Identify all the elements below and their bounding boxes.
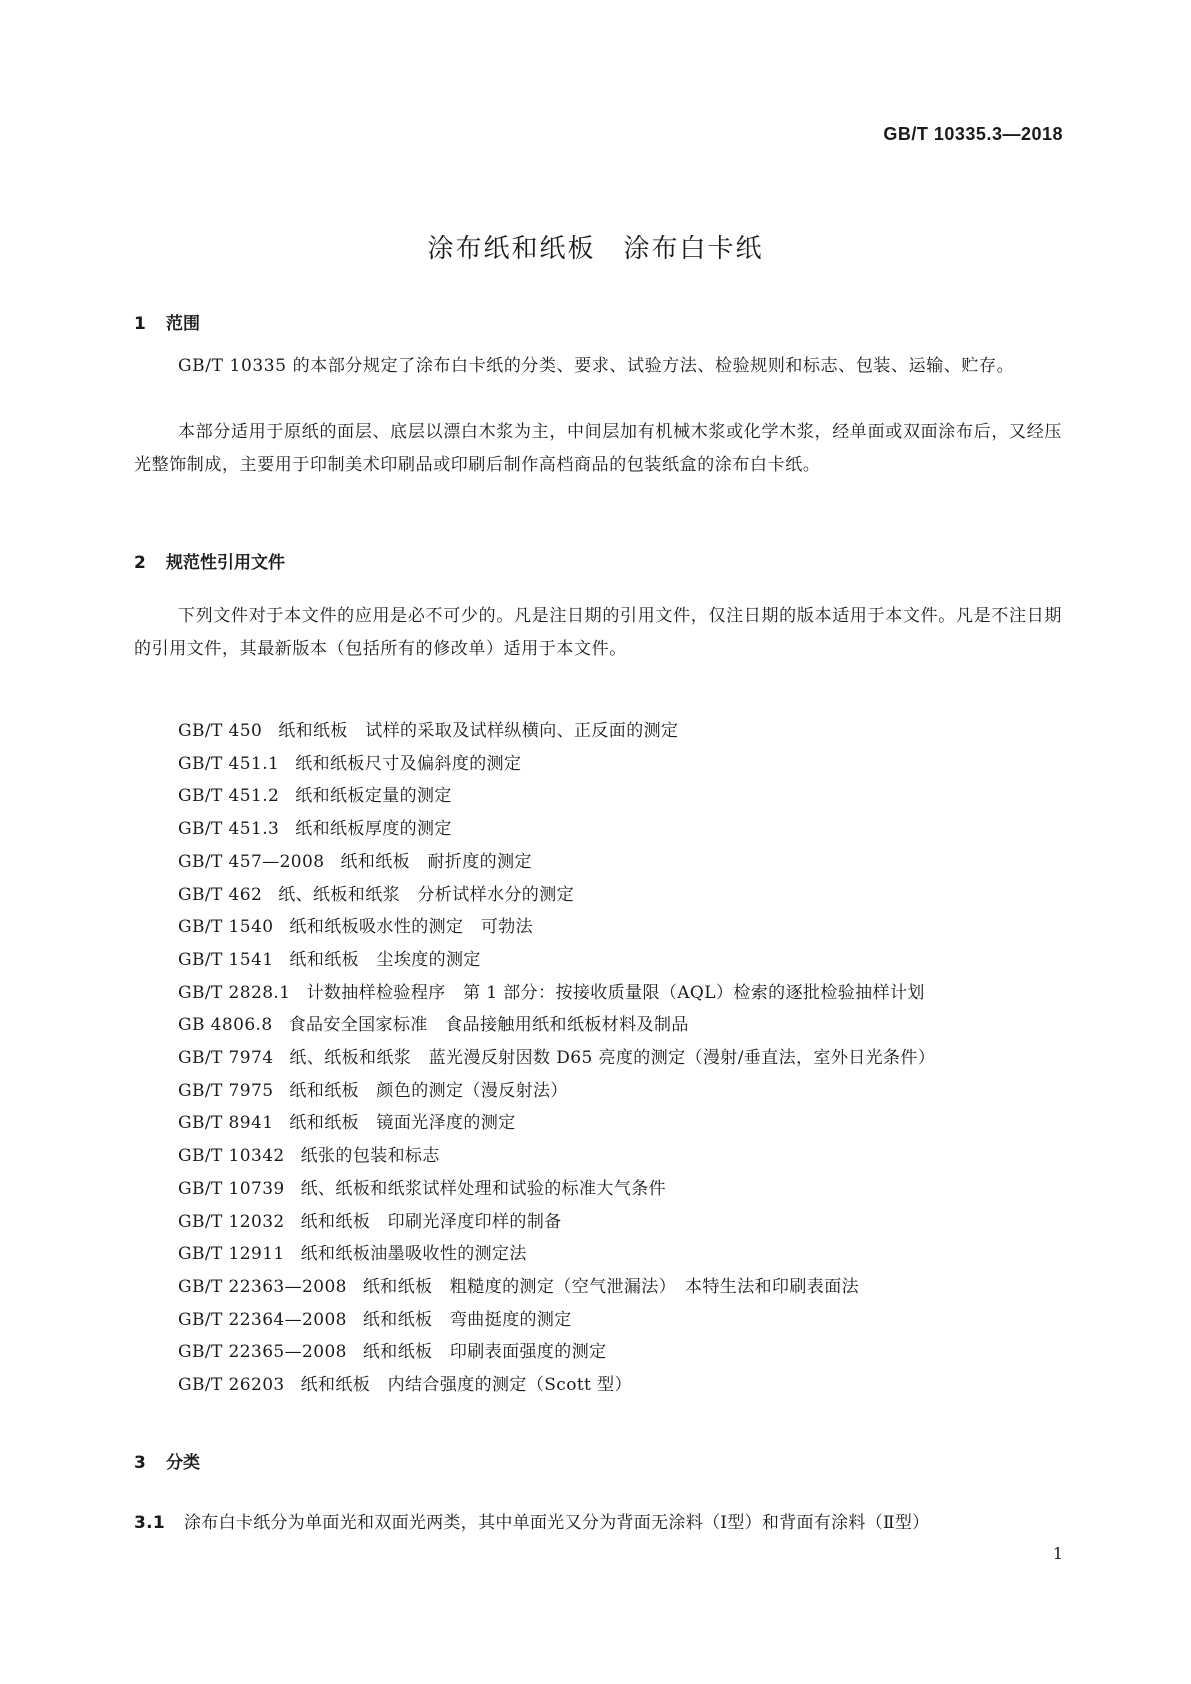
reference-item: [178, 748, 935, 781]
reference-code: GB/T 7974: [178, 1048, 274, 1069]
reference-title: 纸和纸板 弯曲挺度的测定: [362, 1309, 572, 1330]
reference-title: 纸和纸板 耐折度的测定: [340, 851, 532, 872]
reference-title: 纸和纸板尺寸及偏斜度的测定: [295, 753, 522, 774]
reference-code: GB/T 22364—2008: [178, 1309, 347, 1330]
reference-code: GB/T 26203: [178, 1375, 285, 1396]
section-2-number: 2: [134, 553, 146, 573]
reference-title: 纸和纸板油墨吸收性的测定法: [300, 1244, 527, 1265]
standard-code: GB/T 10335.3—2018: [883, 124, 1063, 144]
reference-title: 计数抽样检验程序 第 1 部分：按接收质量限（AQL）检索的逐批检验抽样计划: [306, 982, 925, 1003]
reference-code: GB/T 12032: [178, 1211, 285, 1232]
reference-item: [178, 977, 935, 1010]
document-title: [0, 228, 1191, 265]
reference-code: GB 4806.8: [178, 1015, 273, 1036]
reference-title: 纸和纸板 印刷表面强度的测定: [362, 1342, 607, 1363]
page-number: 1: [1052, 1544, 1063, 1563]
reference-item: [178, 879, 935, 912]
reference-code: GB/T 451.3: [178, 819, 280, 840]
section-2-heading: [134, 548, 285, 573]
reference-title: 纸和纸板定量的测定: [295, 786, 452, 807]
reference-code: GB/T 10342: [178, 1146, 285, 1167]
section-1-heading: [134, 309, 200, 334]
clause-3-1: [134, 1508, 1062, 1533]
reference-item: [178, 1140, 935, 1173]
reference-code: GB/T 450: [178, 721, 263, 741]
reference-item: [178, 1369, 935, 1402]
reference-title: 纸、纸板和纸浆 蓝光漫反射因数 D65 亮度的测定（漫射/垂直法，室外日光条件）: [289, 1048, 936, 1069]
reference-item: [178, 846, 935, 879]
reference-title: 纸、纸板和纸浆试样处理和试验的标准大气条件: [300, 1178, 667, 1199]
reference-item: [178, 1238, 935, 1271]
reference-code: GB/T 462: [178, 884, 263, 905]
reference-item: [178, 1304, 935, 1337]
reference-item: [178, 1173, 935, 1206]
reference-title: 纸张的包装和标志: [300, 1146, 440, 1167]
reference-code: GB/T 8941: [178, 1113, 274, 1134]
reference-title: 纸和纸板吸水性的测定 可勃法: [289, 917, 534, 938]
reference-code: GB/T 1541: [178, 949, 274, 970]
reference-title: 纸和纸板 颜色的测定（漫反射法）: [289, 1080, 568, 1101]
reference-code: GB/T 7975: [178, 1080, 274, 1101]
title-part-1: 涂布纸和纸板: [427, 234, 596, 264]
section-3-title: 分类: [166, 1453, 200, 1473]
reference-item: [178, 1271, 935, 1304]
reference-item: [178, 813, 935, 846]
reference-code: GB/T 1540: [178, 917, 274, 938]
reference-title: 食品安全国家标准 食品接触用纸和纸板材料及制品: [288, 1015, 689, 1036]
reference-item: [178, 1075, 935, 1108]
section-1-paragraph-2: 本部分适用于原纸的面层、底层以漂白木浆为主，中间层加有机械木浆或化学木浆，经单面或双面涂布后，又经压光整饰制成，主要用于印制美术印刷品或印刷后制作高档商品的包装纸盒的涂布白卡纸。: [134, 422, 1062, 475]
reference-code: GB/T 12911: [178, 1244, 285, 1265]
reference-item: [178, 1336, 935, 1369]
reference-code: GB/T 451.1: [178, 753, 280, 774]
reference-code: GB/T 22365—2008: [178, 1342, 347, 1363]
section-1-number: 1: [134, 314, 146, 334]
reference-item: [178, 1107, 935, 1140]
reference-title: 纸和纸板 镜面光泽度的测定: [289, 1113, 516, 1134]
reference-title: 纸和纸板 内结合强度的测定（Scott 型）: [300, 1375, 632, 1396]
reference-item: [178, 1206, 935, 1239]
reference-title: 纸和纸板 粗糙度的测定（空气泄漏法） 本特生法和印刷表面法: [362, 1276, 859, 1297]
reference-item: [178, 715, 935, 748]
section-1-paragraph-1: GB/T 10335 的本部分规定了涂布白卡纸的分类、要求、试验方法、检验规则和标志、包装、运输、贮存。: [178, 356, 1015, 376]
reference-item: [178, 1042, 935, 1075]
reference-title: 纸和纸板厚度的测定: [295, 819, 452, 840]
section-3-number: 3: [134, 1453, 146, 1473]
reference-code: GB/T 10739: [178, 1178, 285, 1199]
section-3-heading: [134, 1448, 200, 1473]
normative-references-list: [178, 715, 935, 1402]
clause-number: 3.1: [134, 1513, 166, 1533]
reference-code: GB/T 2828.1: [178, 982, 291, 1003]
title-part-2: 涂布白卡纸: [623, 234, 764, 264]
reference-code: GB/T 451.2: [178, 786, 280, 807]
clause-text: 涂布白卡纸分为单面光和双面光两类，其中单面光又分为背面无涂料（Ⅰ型）和背面有涂料（Ⅱ型）: [184, 1513, 930, 1533]
section-2-intro: 下列文件对于本文件的应用是必不可少的。凡是注日期的引用文件，仅注日期的版本适用于本文件。凡是不注日期的引用文件，其最新版本（包括所有的修改单）适用于本文件。: [134, 606, 1062, 659]
reference-title: 纸和纸板 印刷光泽度印样的制备: [300, 1211, 562, 1232]
reference-code: GB/T 457—2008: [178, 851, 325, 872]
reference-item: [178, 1009, 935, 1042]
reference-code: GB/T 22363—2008: [178, 1276, 347, 1297]
reference-title: 纸、纸板和纸浆 分析试样水分的测定: [278, 884, 575, 905]
reference-item: [178, 944, 935, 977]
reference-item: [178, 911, 935, 944]
section-2-title: 规范性引用文件: [166, 553, 285, 573]
reference-title: 纸和纸板 试样的采取及试样纵横向、正反面的测定: [278, 721, 679, 741]
reference-title: 纸和纸板 尘埃度的测定: [289, 949, 481, 970]
reference-item: [178, 780, 935, 813]
section-1-title: 范围: [166, 314, 200, 334]
